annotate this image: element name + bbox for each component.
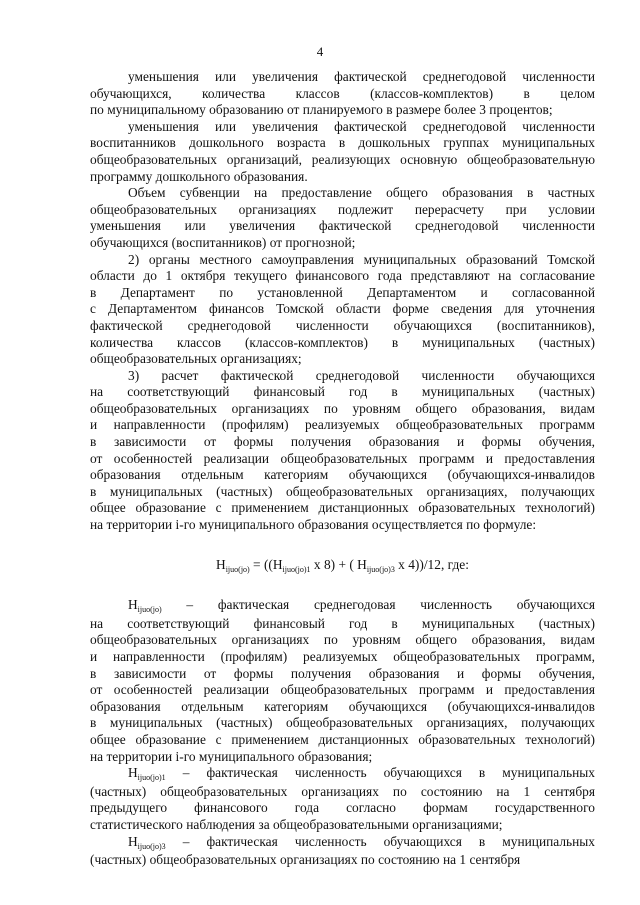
text-line: количества классов (классов-комплектов) в муниципальных (частных)	[90, 334, 595, 350]
formula	[90, 557, 595, 576]
text-line	[90, 597, 595, 616]
text-line: от особенностей реализации общеобразовательных программ и предоставления	[90, 682, 595, 698]
text-line: на соответствующий финансовый год в муниципальных (частных)	[90, 384, 595, 400]
text-line: (частных) общеобразовательных организациях по состоянию на 1 сентября	[90, 783, 595, 799]
text-line: общеобразовательных организациях;	[90, 351, 302, 367]
text-line: статистического наблюдения за общеобразовательными организациями;	[90, 816, 503, 832]
var-subscript: ijuo(jo)3	[137, 841, 166, 851]
text-line: уменьшения или увеличения фактической среднегодовой численности	[90, 218, 595, 234]
text-line: области до 1 октября текущего финансового года представляют на согласование	[90, 268, 595, 284]
text-line: Объем субвенции на предоставление общего образования в частных	[128, 185, 595, 201]
text-line: фактической среднегодовой численности обучающихся (воспитанников),	[90, 317, 595, 333]
formula-sub-3: ijuo(jo)3	[366, 564, 395, 574]
text-line: по муниципальному образованию от планируемого в размере более 3 процентов;	[90, 102, 553, 118]
text-line: общее образование с применением дистанционных образовательных технологий)	[90, 731, 595, 747]
formula-tail: х 4))/12, где:	[394, 556, 469, 572]
text-line: уменьшения или увеличения фактической среднегодовой численности	[128, 118, 595, 134]
text-line: на соответствующий финансовый год в муниципальных (частных)	[90, 615, 595, 631]
var-h: Н	[128, 833, 138, 849]
text-line: от особенностей реализации общеобразовательных программ и предоставления	[90, 450, 595, 466]
text-line: общеобразовательных организаций, реализующих основную общеобразовательную	[90, 151, 595, 167]
formula-sub-main: ijuo(jo)	[225, 564, 250, 574]
line-text: – фактическая численность обучающихся в муниципальных	[165, 765, 595, 781]
var-subscript: ijuo(jo)	[137, 605, 162, 615]
text-line: в муниципальных (частных) общеобразовательных организациях, получающих	[90, 483, 595, 499]
var-h: Н	[128, 765, 138, 781]
text-line: в зависимости от формы получения образования и формы обучения,	[90, 434, 595, 450]
var-h: Н	[128, 597, 138, 613]
formula-mid: х 8) + ( Н	[310, 556, 367, 572]
document-body	[90, 69, 595, 869]
var-subscript: ijuo(jo)1	[137, 773, 166, 783]
text-line: в зависимости от формы получения образования и формы обучения,	[90, 665, 595, 681]
formula-sub-1: ijuo(jo)1	[282, 564, 311, 574]
text-line: обучающихся, количества классов (классов-комплектов) в целом	[90, 85, 595, 101]
text-line	[90, 765, 595, 784]
text-line: и направленности (профилям) реализуемых общеобразовательных программ,	[90, 649, 595, 664]
text-line: на территории i-го муниципального образования;	[90, 748, 373, 764]
text-line: на территории i-го муниципального образования осуществляется по формуле:	[90, 517, 537, 533]
paragraphs-bottom	[90, 597, 595, 869]
text-line: общеобразовательных организациях по уровням общего образования, видам	[90, 400, 595, 416]
formula-eq: = ((Н	[249, 556, 283, 572]
text-line: воспитанников дошкольного возраста в дошкольных группах муниципальных	[90, 135, 595, 151]
text-line: общеобразовательных организациях по уровням общего образования, видам	[90, 632, 595, 648]
text-line: образования отдельным категориям обучающихся (обучающихся-инвалидов	[90, 698, 595, 714]
text-line: 2) органы местного самоуправления муниципальных образований Томской	[128, 251, 595, 267]
text-line: 3) расчет фактической среднегодовой численности обучающихся	[128, 367, 595, 383]
text-line: в муниципальных (частных) общеобразовательных организациях, получающих	[90, 715, 595, 731]
text-line: общеобразовательных организациях подлежит перерасчету при условии	[90, 201, 595, 217]
formula-h: Н	[216, 556, 226, 572]
text-line: уменьшения или увеличения фактической среднегодовой численности	[128, 69, 595, 84]
text-line: программу дошкольного образования.	[90, 168, 308, 184]
text-line: обучающихся (воспитанников) от прогнозной;	[90, 234, 356, 250]
paragraphs-top	[90, 69, 595, 534]
text-line: (частных) общеобразовательных организациях по состоянию на 1 сентября	[90, 852, 521, 868]
line-text: – фактическая численность обучающихся в муниципальных	[165, 833, 595, 849]
text-line: предыдущего финансового года согласно формам государственного	[90, 800, 595, 816]
text-line: образования отдельным категориям обучающихся (обучающихся-инвалидов	[90, 467, 595, 483]
text-line: и направленности (профилям) реализуемых общеобразовательных программ	[90, 417, 595, 433]
text-line: общее образование с применением дистанционных образовательных технологий)	[90, 500, 595, 516]
text-line: в Департамент по установленной Департаментом и согласованной	[90, 284, 595, 300]
line-text: – фактическая среднегодовая численность обучающихся	[161, 597, 595, 613]
page-number: 4	[316, 44, 324, 59]
text-line: с Департаментом финансов Томской области форме сведения для уточнения	[90, 301, 595, 317]
text-line	[90, 834, 595, 853]
